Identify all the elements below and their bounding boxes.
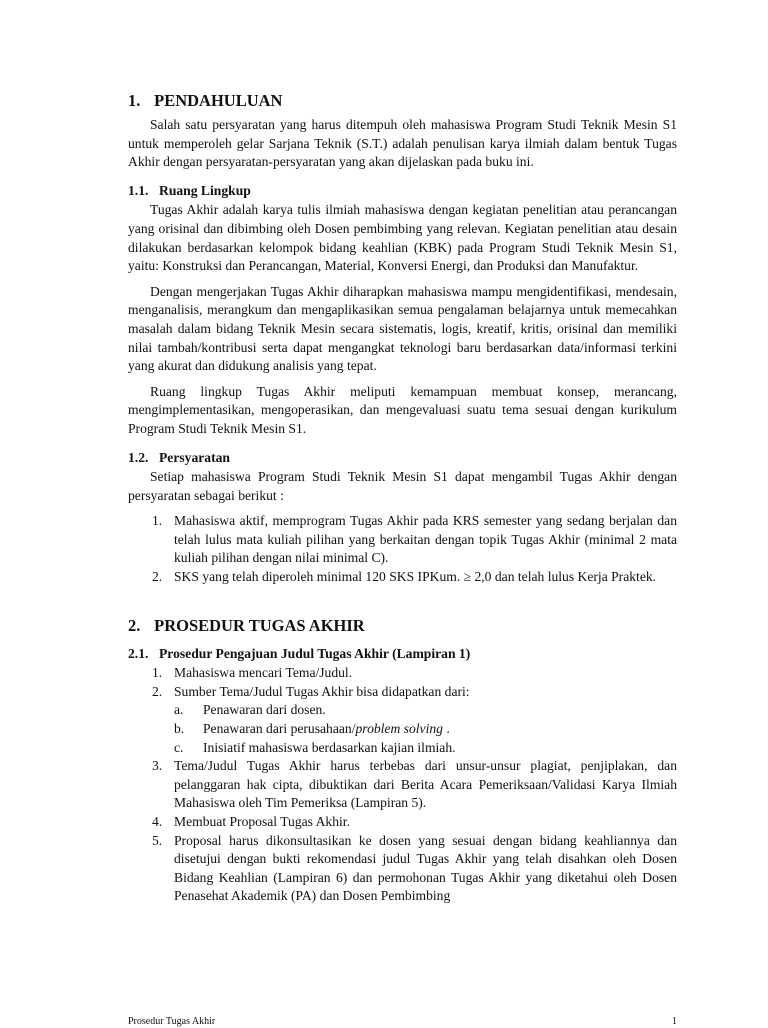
list-letter: b. [174, 721, 185, 737]
list-item [128, 832, 677, 906]
subsection-number: 2.1. [128, 645, 149, 661]
list-text: Proposal harus dikonsultasikan ke dosen yang sesuai dengan bidang keahliannya dan disetujui dengan bukti rekomendasi judul Tugas Akhir yang telah disahkan oleh Dosen Bidang Keahlian (Lampiran 6) dan permohonan Tugas Akhir yang diketahui oleh Dosen Penasehat Akademik (PA) dan Dosen Pembimbing [174, 832, 677, 904]
list-text: Inisiatif mahasiswa berdasarkan kajian ilmiah. [203, 739, 456, 755]
section-number: 2. [128, 615, 141, 635]
list-number: 1. [152, 513, 163, 529]
list-number: 1. [152, 665, 163, 681]
list-tail: . [442, 721, 450, 737]
sub-list-item [128, 720, 677, 739]
section-title: PROSEDUR TUGAS AKHIR [154, 615, 365, 635]
subsection-number: 1.2. [128, 449, 149, 465]
list-letter: c. [174, 739, 184, 755]
requirements-paragraph: Setiap mahasiswa Program Studi Teknik Mesin S1 dapat mengambil Tugas Akhir dengan persyaratan sebagai berikut : [128, 469, 677, 503]
footer-title: Prosedur Tugas Akhir [128, 1016, 216, 1027]
requirements-list [128, 512, 677, 586]
list-emphasis: problem solving [355, 721, 443, 737]
list-text: SKS yang telah diperoleh minimal 120 SKS IPKum. ≥ 2,0 dan telah lulus Kerja Praktek. [174, 569, 657, 585]
list-text: Membuat Proposal Tugas Akhir. [174, 814, 350, 829]
list-text: Sumber Tema/Judul Tugas Akhir bisa didapatkan dari: [174, 683, 470, 699]
scope-paragraph-1: Tugas Akhir adalah karya tulis ilmiah mahasiswa dengan kegiatan penelitian atau perancangan yang orisinal dan dibimbing oleh Dosen pembimbing yang relevan. Kegiatan penelitian atau desain dilakukan berdasarkan kelompok bidang keahlian (KBK) pada Program Studi Teknik Mesin S1, yaitu: Konstruksi dan Perancangan, Material, Konversi Energi, dan Produksi dan Manufaktur. [128, 202, 677, 274]
list-number: 2. [152, 683, 163, 699]
subsection-title: Ruang Lingkup [159, 182, 251, 198]
section-2-heading [128, 615, 677, 637]
list-number: 5. [152, 832, 163, 848]
section-title: PENDAHULUAN [154, 91, 283, 110]
list-text: Mahasiswa aktif, memprogram Tugas Akhir pada KRS semester yang sedang berjalan dan telah lulus mata kuliah pilihan yang berkaitan dengan topik Tugas Akhir (minimal 2 mata kuliah pilihan dengan nilai minimal C). [174, 513, 677, 566]
list-item [128, 512, 677, 568]
list-number: 3. [152, 758, 163, 774]
list-item [128, 683, 677, 702]
subsection-title: Persyaratan [159, 449, 230, 465]
section-number: 1. [128, 91, 141, 110]
sub-list-item [128, 739, 677, 758]
list-number: 4. [152, 814, 163, 829]
list-letter: a. [174, 702, 184, 718]
subsection-2-1-heading [128, 645, 677, 664]
scope-paragraph-3: Ruang lingkup Tugas Akhir meliputi kemampuan membuat konsep, merancang, mengimplementasikan, mengoperasikan, dan mengevaluasi suatu tema sesuai dengan kurikulum Program Studi Teknik Mesin S1. [128, 383, 677, 436]
subsection-title: Prosedur Pengajuan Judul Tugas Akhir (Lampiran 1) [159, 645, 471, 661]
list-text: Tema/Judul Tugas Akhir harus terbebas dari unsur-unsur plagiat, penjiplakan, dan pelanggaran hak cipta, dibuktikan dari Berita Acara Pemeriksaan/Validasi Karya Ilmiah Mahasiswa oleh Tim Pemeriksa (Lampiran 5). [174, 758, 677, 811]
intro-paragraph: Salah satu persyaratan yang harus ditempuh oleh mahasiswa Program Studi Teknik Mesin S1 untuk memperoleh gelar Sarjana Teknik (S.T.) adalah penulisan karya ilmiah dalam bentuk Tugas Akhir dengan persyaratan-persyaratan yang akan dijelaskan pada buku ini. [128, 117, 677, 170]
page-number: 1 [672, 1016, 677, 1027]
procedure-list [128, 664, 677, 906]
document-page [128, 90, 677, 906]
list-item [128, 757, 677, 813]
list-text: Penawaran dari dosen. [203, 702, 326, 718]
subsection-1-1-heading [128, 182, 677, 201]
subsection-number: 1.1. [128, 182, 149, 198]
list-text: Penawaran dari perusahaan/ [203, 721, 356, 737]
section-1-heading [128, 90, 677, 112]
sub-list-item [128, 701, 677, 720]
list-item [128, 568, 677, 587]
list-number: 2. [152, 569, 163, 585]
list-item [128, 664, 677, 683]
scope-paragraph-2: Dengan mengerjakan Tugas Akhir diharapkan mahasiswa mampu mengidentifikasi, mendesain, menganalisis, merangkum dan mengaplikasikan semua pengalaman belajarnya untuk memecahkan masalah dalam bidang Teknik Mesin secara sistematis, logis, kreatif, kritis, orisinal dan memiliki nilai tambah/kontribusi serta dapat mengangkat teknologi baru berdasarkan data/informasi terkini yang akurat dan didukung analisis yang tepat. [128, 283, 677, 374]
subsection-1-2-heading [128, 449, 677, 468]
list-item [128, 813, 677, 832]
list-text: Mahasiswa mencari Tema/Judul. [174, 665, 353, 681]
